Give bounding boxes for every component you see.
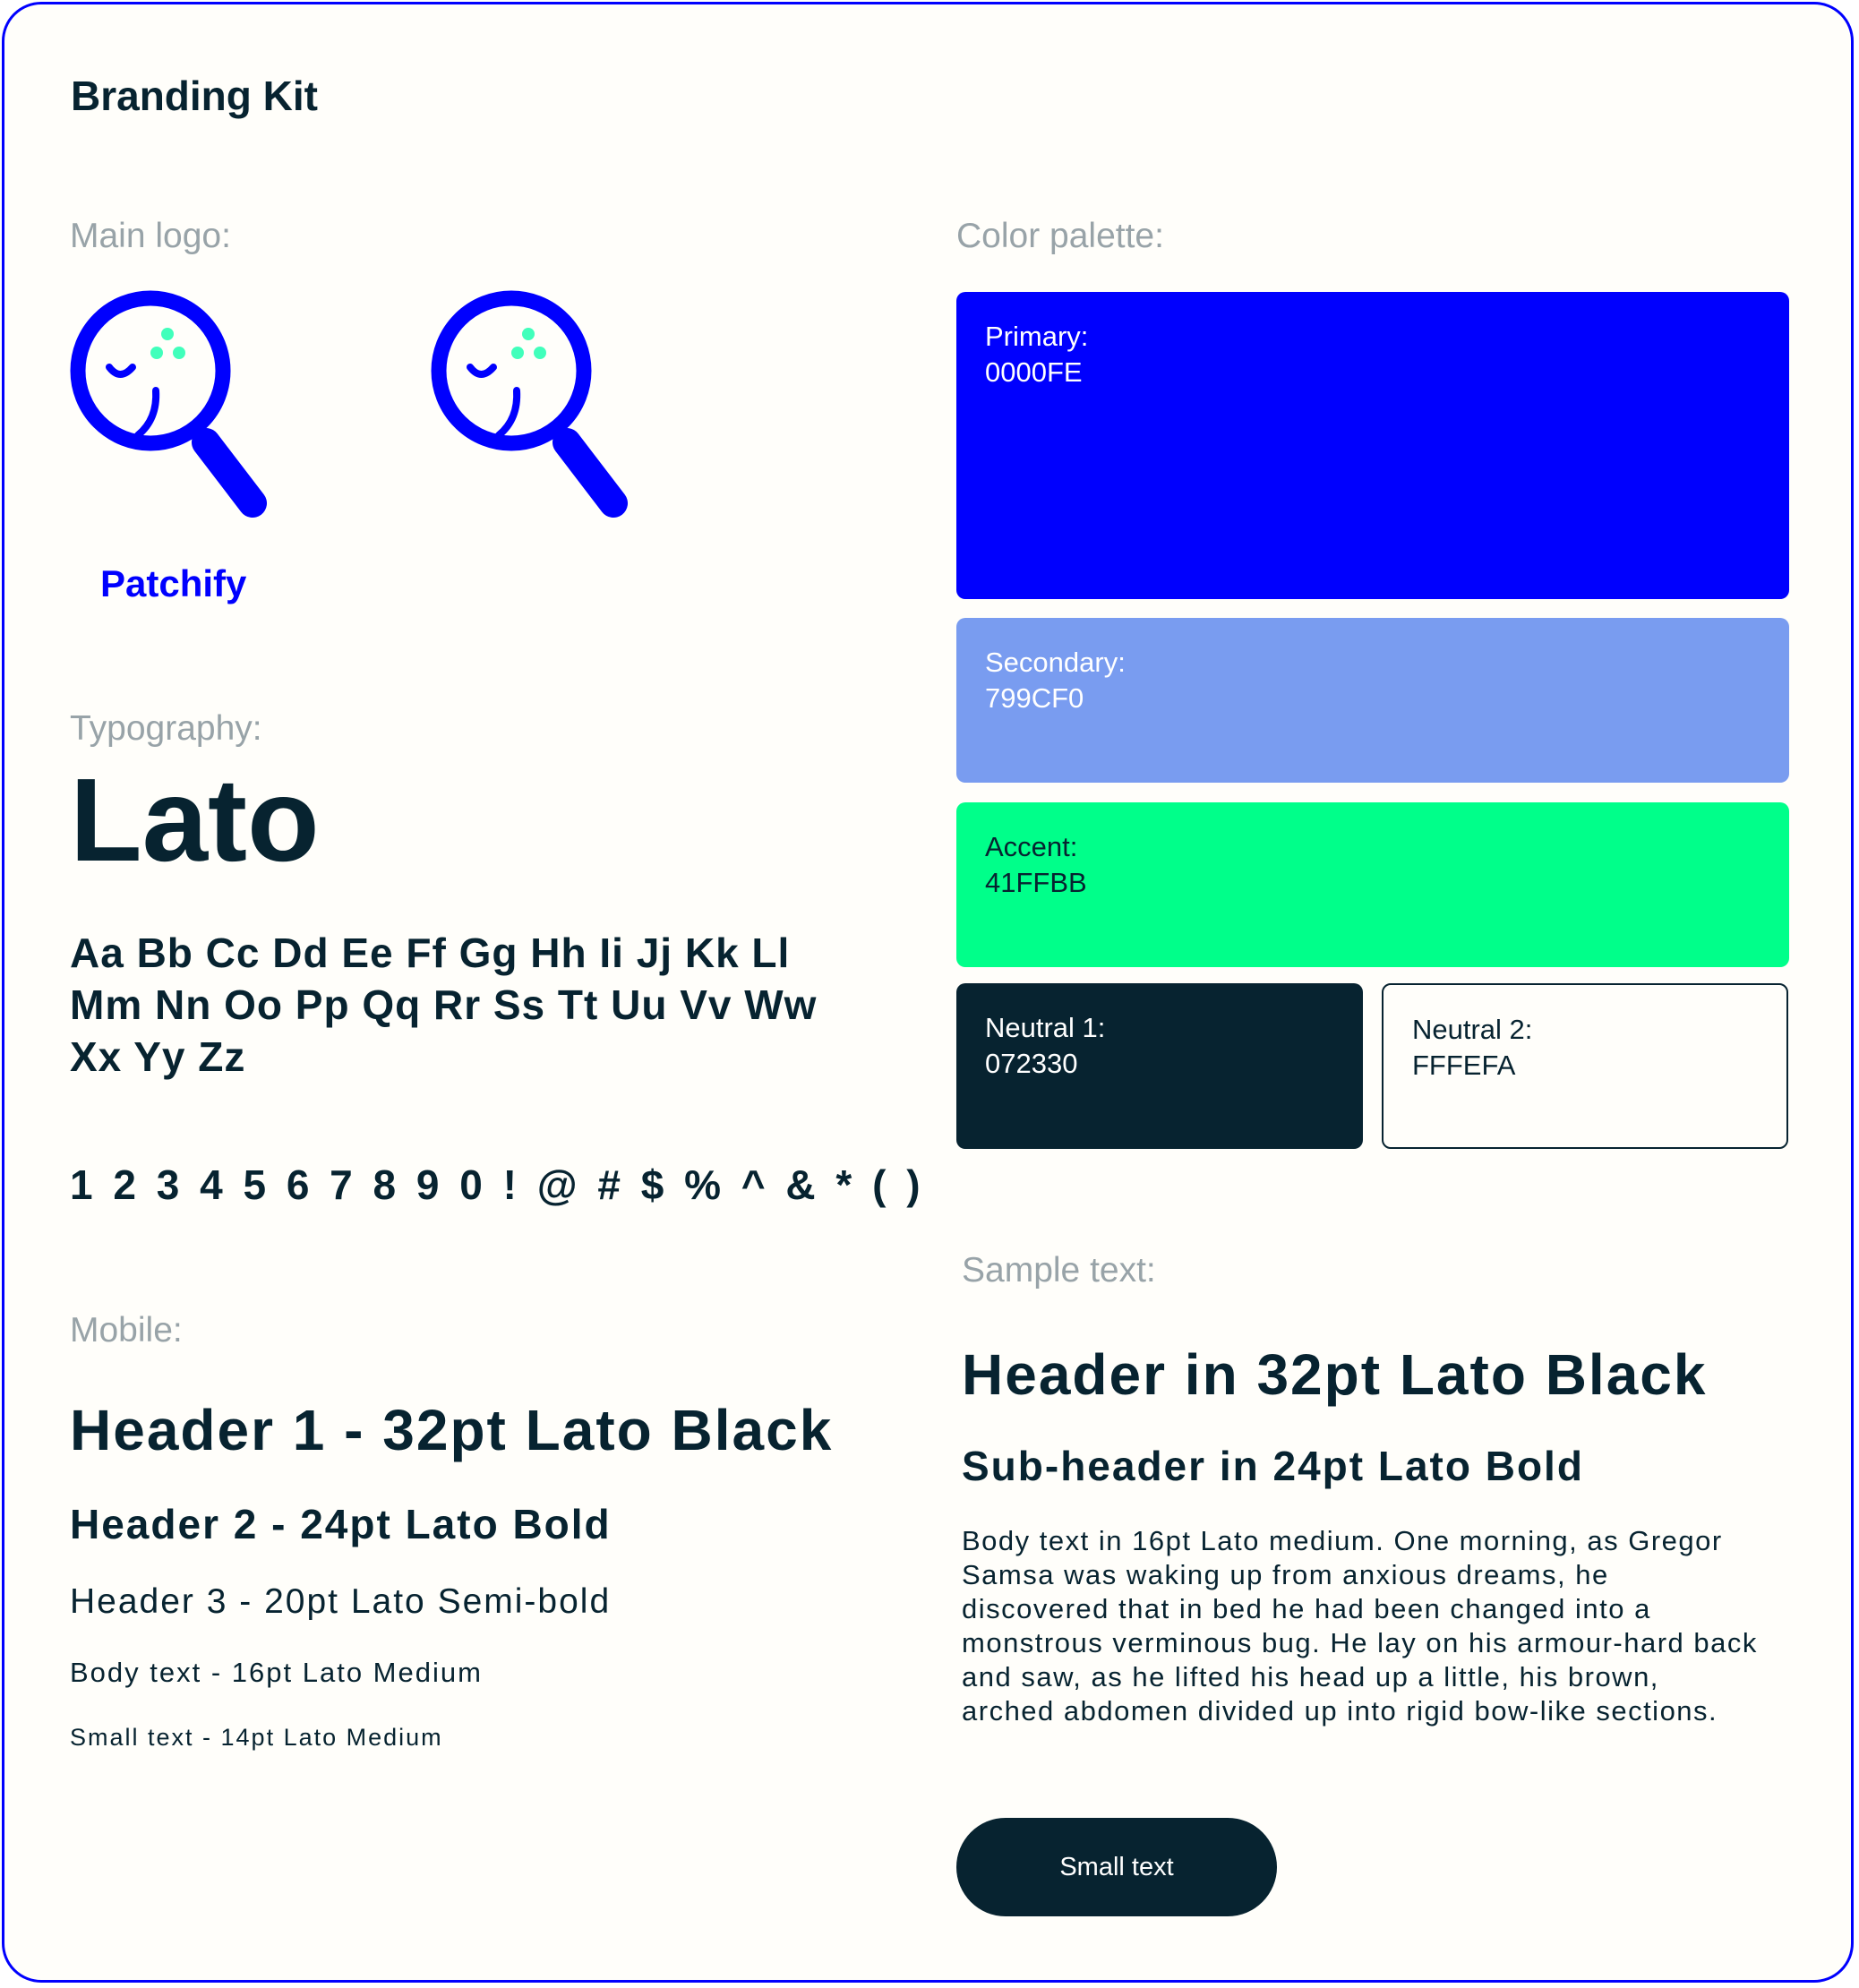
mobile-label: Mobile: bbox=[70, 1311, 183, 1350]
sample-body-text: Body text in 16pt Lato medium. One morning, as Gregor Samsa was waking up from anxious dreams, he discovered that in bed he had been changed into a monstrous verminous bug. He lay on his armour-hard back and saw, as he lifted his head up a little, his brown, arched abdomen divided up into rigid bow-like sections. bbox=[962, 1525, 1758, 1727]
swatch-label: Neutral 2: bbox=[1412, 1014, 1533, 1045]
magnifier-smile-icon bbox=[66, 285, 276, 536]
magnifier-smile-icon bbox=[427, 285, 637, 536]
main-logo-label: Main logo: bbox=[70, 217, 231, 255]
swatch-label: Neutral 1: bbox=[985, 1012, 1106, 1043]
swatch-accent bbox=[956, 802, 1789, 967]
mobile-header-3: Header 3 - 20pt Lato Semi-bold bbox=[70, 1582, 612, 1621]
swatch-hex: FFFEFA bbox=[1412, 1050, 1516, 1081]
swatch-label: Primary: bbox=[985, 321, 1089, 352]
swatch-label: Secondary: bbox=[985, 647, 1126, 678]
swatch-primary bbox=[956, 292, 1789, 599]
swatch-hex: 41FFBB bbox=[985, 867, 1087, 898]
swatch-label: Accent: bbox=[985, 831, 1078, 862]
font-name-display: Lato bbox=[70, 754, 320, 886]
mobile-body-text: Body text - 16pt Lato Medium bbox=[70, 1657, 483, 1688]
swatch-neutral-1 bbox=[956, 983, 1363, 1149]
numbers-sample: 1 2 3 4 5 6 7 8 9 0 ! @ # $ % ^ & * ( ) bbox=[70, 1161, 922, 1208]
swatch-hex: 799CF0 bbox=[985, 682, 1084, 714]
sample-subheader: Sub-header in 24pt Lato Bold bbox=[962, 1443, 1584, 1489]
mobile-header-1: Header 1 - 32pt Lato Black bbox=[70, 1398, 834, 1462]
swatch-hex: 072330 bbox=[985, 1048, 1078, 1079]
swatch-hex: 0000FE bbox=[985, 356, 1083, 388]
swatch-secondary bbox=[956, 618, 1789, 783]
logo-wordmark: Patchify bbox=[100, 562, 247, 604]
swatch-neutral-2 bbox=[1382, 983, 1788, 1149]
alphabet-sample: Aa Bb Cc Dd Ee Ff Gg Hh Ii Jj Kk Ll Mm Nn Oo Pp Qq Rr Ss Tt Uu Vv Ww Xx Yy Zz bbox=[70, 930, 818, 1080]
color-palette-label: Color palette: bbox=[956, 217, 1164, 255]
page-title: Branding Kit bbox=[71, 73, 318, 119]
typography-label: Typography: bbox=[70, 709, 262, 748]
mobile-header-2: Header 2 - 24pt Lato Bold bbox=[70, 1501, 612, 1547]
small-text-button[interactable]: Small text bbox=[956, 1818, 1277, 1916]
sample-text-label: Sample text: bbox=[962, 1251, 1156, 1290]
mobile-small-text: Small text - 14pt Lato Medium bbox=[70, 1724, 443, 1751]
sample-header: Header in 32pt Lato Black bbox=[962, 1342, 1708, 1407]
